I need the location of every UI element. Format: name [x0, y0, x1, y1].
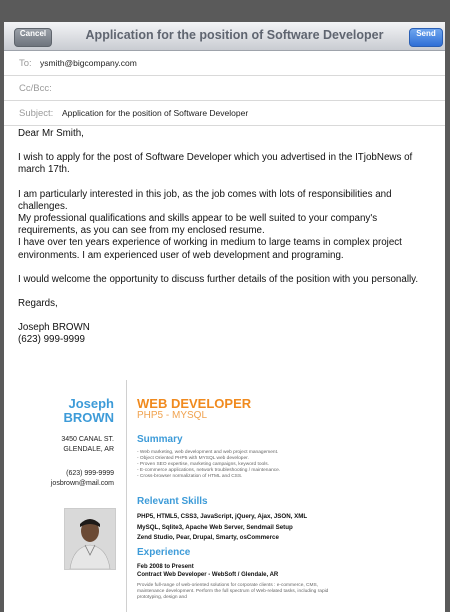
- resume-divider: [126, 380, 127, 612]
- list-item: - Proven SEO expertise, marketing campaigns, keyword tools.: [137, 462, 269, 467]
- subject-label: Subject:: [19, 108, 54, 119]
- resume-summary-heading: Summary: [137, 434, 183, 445]
- paragraph-2b: My professional qualifications and skills appear to be well suited to your company's requirements, as you can see from my enclosed resume.: [18, 213, 378, 237]
- resume-last-name: BROWN: [63, 410, 114, 425]
- cc-bcc-field[interactable]: [4, 76, 445, 101]
- list-item: Zend Studio, Pear, Drupal, Smarty, osCommerce: [137, 534, 279, 541]
- resume-photo: [64, 508, 116, 570]
- resume-skills-heading: Relevant Skills: [137, 496, 208, 507]
- resume-phone: (623) 999-9999: [66, 470, 114, 477]
- cancel-button[interactable]: Cancel: [14, 28, 52, 47]
- list-item: - Cross-browser normalization of HTML and CSS.: [137, 474, 243, 479]
- signature-phone: (623) 999-9999: [18, 334, 85, 346]
- paragraph-2c: I have over ten years experience of working in medium to large teams in complex project environments. I am experienced user of web development and programing.: [18, 237, 402, 261]
- compose-navbar: [4, 22, 445, 51]
- list-item: MySQL, Sqlite3, Apache Web Server, Sendmail Setup: [137, 523, 293, 531]
- paragraph-2a: I am particularly interested in this job, as the job comes with lots of responsibilities and challenges.: [18, 188, 392, 212]
- resume-first-name: Joseph: [68, 396, 114, 411]
- resume-experience-heading: Experience: [137, 547, 191, 558]
- list-item: - E-commerce applications, network troubleshooting / maintenance.: [137, 468, 281, 473]
- subject-field[interactable]: [4, 101, 445, 126]
- signature-name: Joseph BROWN: [18, 322, 90, 334]
- experience-date: Feb 2008 to Present: [137, 564, 194, 570]
- to-label: To:: [19, 58, 32, 69]
- subject-value[interactable]: Application for the position of Software Developer: [62, 108, 249, 118]
- list-item: PHP5, HTML5, CSS3, JavaScript, jQuery, Ajax, JSON, XML: [137, 513, 308, 520]
- resume-address-1: 3450 CANAL ST.: [61, 436, 114, 443]
- experience-description: Provide full-range of web-oriented solutions for corporate clients : e-commerce, CMS, maintenance development. Perform the full spectrum of Web-related tasks, including rapid prototyping, design and: [137, 583, 329, 600]
- to-value[interactable]: ysmith@bigcompany.com: [40, 58, 137, 68]
- paragraph-3: I would welcome the opportunity to discuss further details of the position with you personally.: [18, 273, 419, 285]
- cc-bcc-label: Cc/Bcc:: [19, 83, 52, 94]
- experience-role: Contract Web Developer - WebSoft / Glendale, AR: [137, 572, 279, 578]
- person-photo-icon: [65, 509, 115, 569]
- resume-summary-list: [137, 450, 337, 480]
- to-field[interactable]: [4, 51, 445, 76]
- resume-address-2: GLENDALE, AR: [63, 446, 114, 453]
- resume-experience: [137, 563, 337, 579]
- message-body[interactable]: [18, 128, 433, 347]
- paragraph-1: I wish to apply for the post of Software Developer which you advertised in the ITjobNews of march 17th.: [18, 152, 413, 176]
- compose-title: Application for the position of Software Developer: [85, 28, 384, 42]
- list-item: - Object Oriented PHP5 with MYSQL web developer.: [137, 456, 249, 461]
- greeting: Dear Mr Smith,: [18, 128, 84, 139]
- resume-title: WEB DEVELOPER: [137, 396, 252, 411]
- resume-subtitle: PHP5 - MYSQL: [137, 410, 208, 421]
- send-button[interactable]: Send: [409, 28, 443, 47]
- resume-skills-list: [137, 512, 337, 544]
- list-item: - Web marketing, web development and web project management.: [137, 450, 279, 455]
- regards: Regards,: [18, 298, 58, 310]
- resume-email: josbrown@mail.com: [50, 480, 114, 487]
